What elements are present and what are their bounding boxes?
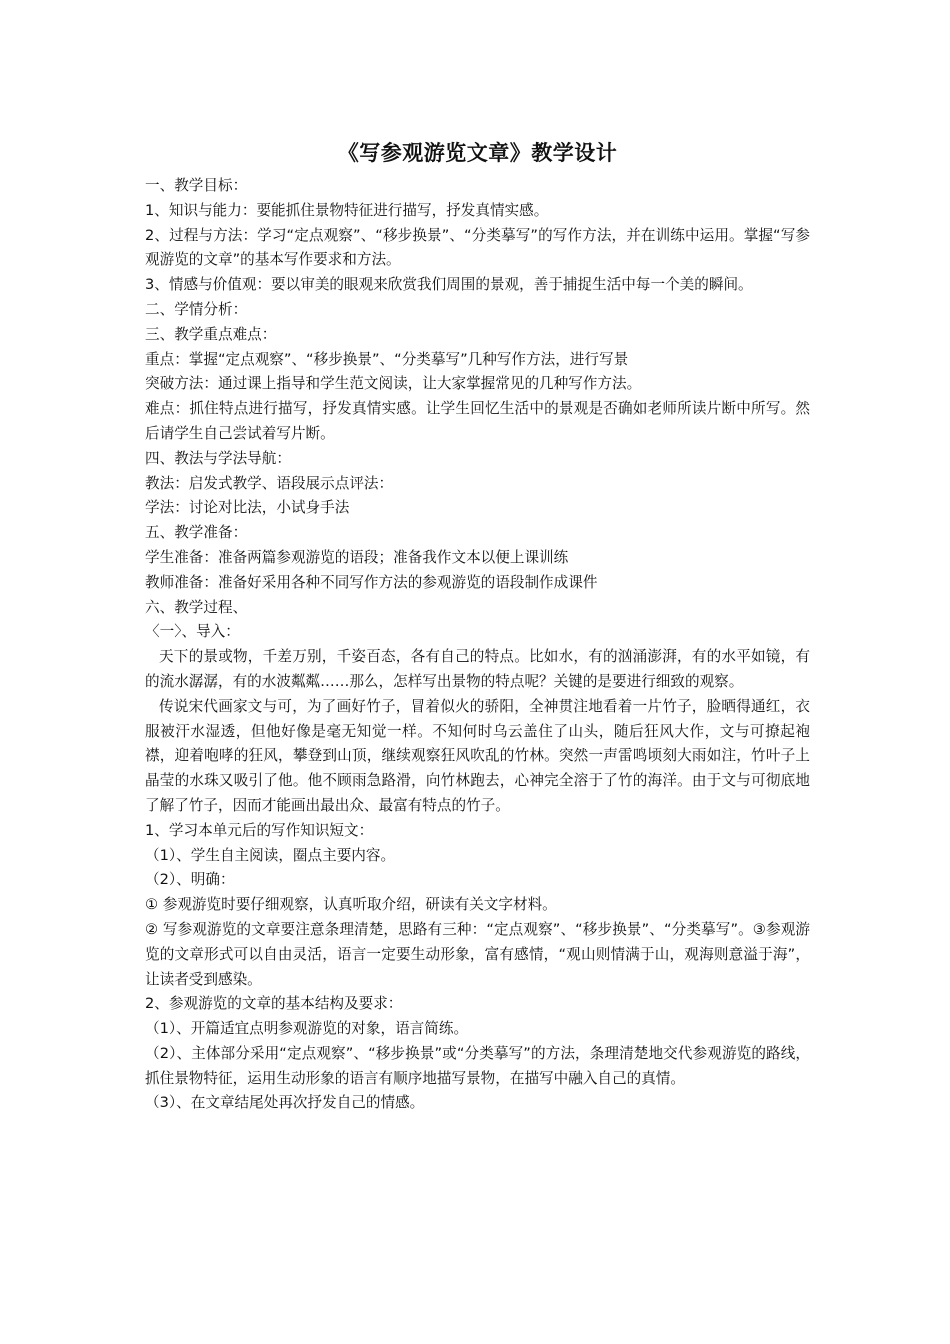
step-2-item-1: （1）、开篇适宜点明参观游览的对象，语言简练。 <box>145 1020 469 1038</box>
heading-process: 六、教学过程、 <box>145 598 248 616</box>
document-title: 《写参观游览文章》教学设计 <box>337 141 618 165</box>
intro-paragraph: 天下的景或物，千差万别，千姿百态，各有自己的特点。比如水，有的汹涌澎湃，有的水平如镜，有的流水潺潺，有的水波粼粼……那么，怎样写出景物的特点呢？关键的是要进行细致的观察。 <box>145 648 810 690</box>
heading-analysis: 二、学情分析： <box>145 300 248 318</box>
objective-process: 2、过程与方法：学习“定点观察”、“移步换景”、“分类摹写”的写作方法，并在训练中运用。掌握“写参观游览的文章”的基本写作要求和方法。 <box>145 226 810 269</box>
step-1-heading: 1、学习本单元后的写作知识短文： <box>145 821 374 839</box>
step-1-item-1: （1）、学生自主阅读，圈点主要内容。 <box>145 846 396 864</box>
point-1: ① 参观游览时要仔细观察，认真听取介绍，研读有关文字材料。 <box>145 896 557 914</box>
teacher-preparation: 教师准备：准备好采用各种不同写作方法的参观游览的语段制作成课件 <box>145 573 598 591</box>
teaching-method: 教法：启发式教学、语段展示点评法： <box>145 474 394 492</box>
step-2-item-2: （2）、主体部分采用“定点观察”、“移步换景”或“分类摹写”的方法，条理清楚地交代参观游览的路线，抓住景物特征，运用生动形象的语言有顺序地描写景物，在描写中融入自己的真情。 <box>145 1044 810 1087</box>
step-2-item-3: （3）、在文章结尾处再次抒发自己的情感。 <box>145 1094 425 1112</box>
learning-method: 学法：讨论对比法，小试身手法 <box>145 499 350 517</box>
story-paragraph: 传说宋代画家文与可，为了画好竹子，冒着似火的骄阳，全神贯注地看着一片竹子，脸晒得通红，衣服被汗水湿透，但他好像是毫无知觉一样。不知何时乌云盖住了山头，随后狂风大作，文与可撩起袍襟，迎着咆哮的狂风，攀登到山顶，继续观察狂风吹乱的竹林。突然一声雷鸣顷刻大雨如注，竹叶子上晶莹的水珠又吸引了他。他不顾雨急路滑，向竹林跑去，心神完全溶于了竹的海洋。由于文与可彻底地了解了竹子，因而才能画出最出众、最富有特点的竹子。 <box>145 697 810 814</box>
point-2-3: ② 写参观游览的文章要注意条理清楚，思路有三种：“定点观察”、“移步换景”、“分类摹写”。③参观游览的文章形式可以自由灵活，语言一定要生动形象，富有感情，“观山则情满于山，观海则意溢于海”，让读者受到感染。 <box>145 920 810 988</box>
step-2-heading: 2、参观游览的文章的基本结构及要求： <box>145 995 403 1013</box>
document-page <box>145 136 810 1116</box>
heading-key-points: 三、教学重点难点： <box>145 325 277 343</box>
key-point: 重点：掌握“定点观察”、“移步换景”、“分类摹写”几种写作方法，进行写景 <box>145 350 629 368</box>
step-1-item-2: （2）、明确： <box>145 871 235 889</box>
student-preparation: 学生准备：准备两篇参观游览的语段；准备我作文本以便上课训练 <box>145 548 569 566</box>
heading-preparation: 五、教学准备： <box>145 524 248 542</box>
breakthrough-method: 突破方法：通过课上指导和学生范文阅读，让大家掌握常见的几种写作方法。 <box>145 375 642 393</box>
difficulty: 难点：抓住特点进行描写，抒发真情实感。让学生回忆生活中的景观是否确如老师所读片断中所写。然后请学生自己尝试着写片断。 <box>145 400 810 442</box>
objective-emotion: 3、情感与价值观：要以审美的眼观来欣赏我们周围的景观，善于捕捉生活中每一个美的瞬间。 <box>145 276 753 294</box>
objective-knowledge: 1、知识与能力：要能抓住景物特征进行描写，抒发真情实感。 <box>145 201 549 219</box>
heading-objectives: 一、教学目标： <box>145 177 248 194</box>
heading-methods: 四、教法与学法导航： <box>145 449 291 467</box>
subheading-intro: 〈一〉、导入： <box>145 623 240 641</box>
